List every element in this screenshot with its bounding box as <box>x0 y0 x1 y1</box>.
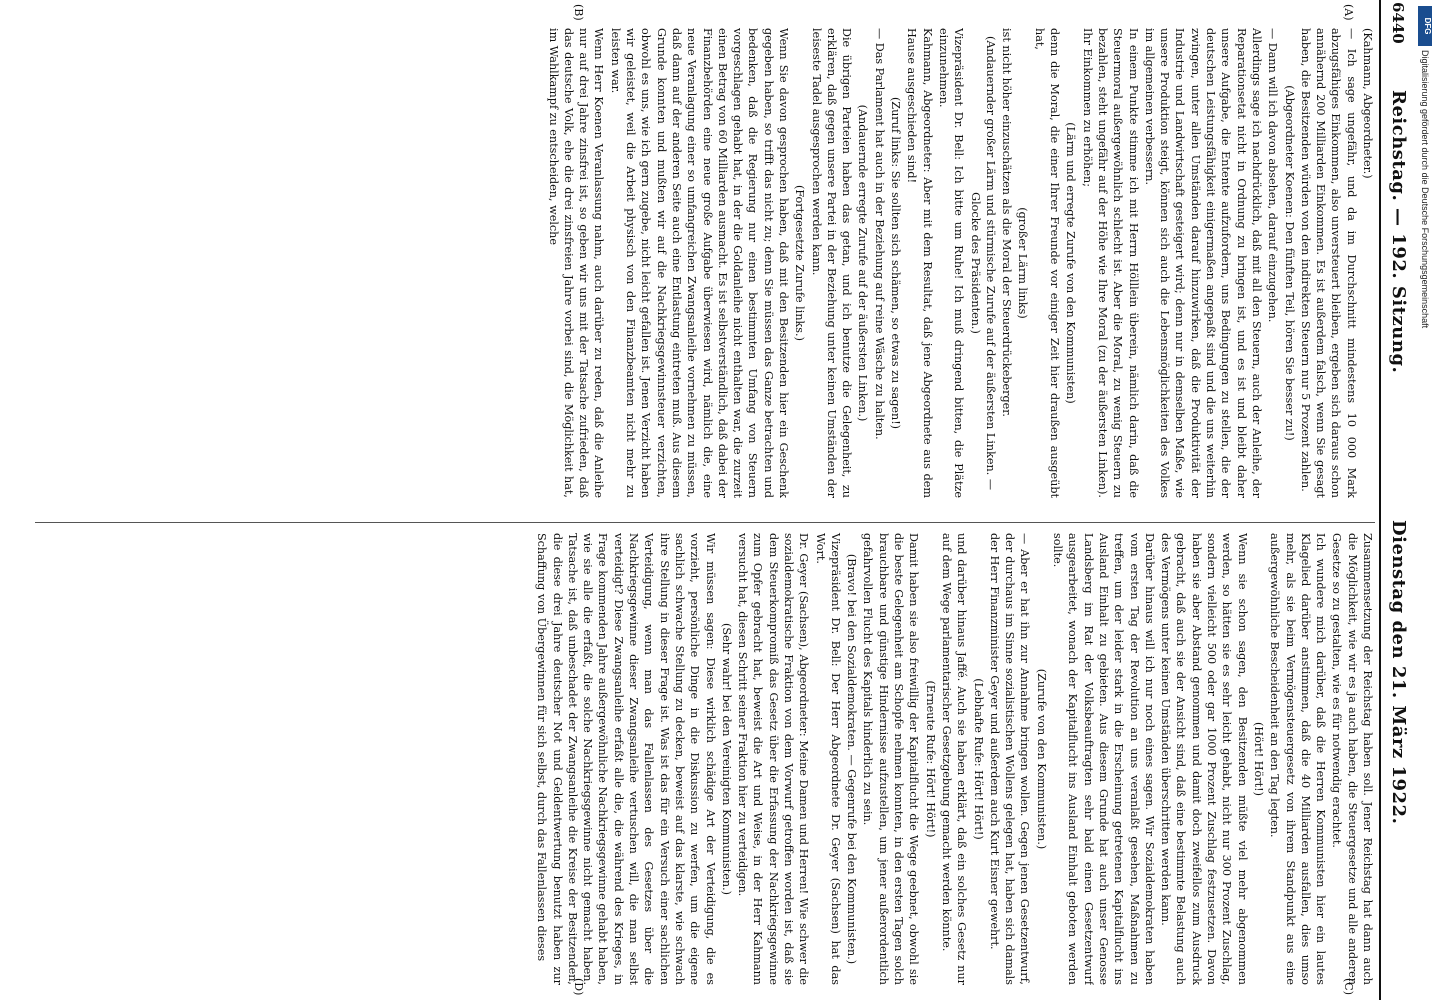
interjection: (Andauernde erregte Zurufe auf der äußersten Linken.) <box>856 104 870 422</box>
interjection: (Erneute Rufe: Hört! Hört!) <box>923 680 937 838</box>
paragraph: — Das Parlament hat auch in der Beziehung auf reine Wäsche zu halten. <box>872 28 886 440</box>
interjection: (Lärm und erregte Zurufe von den Kommunisten) <box>1064 122 1078 404</box>
text-column-right <box>35 522 1375 985</box>
page-number: 6440 <box>1389 2 1407 44</box>
paragraph: Damit haben sie also freiwillig der Kapitalflucht die Wege geebnet, obwohl sie die beste Gelegenheit am Schopfe nehmen konnten, in den ersten Tagen solch brauchbare und günstige Hindernisse aufzustellen, um jener außerordentlich gefahrvollen Flucht des Kapitals hinderlich zu sein. <box>861 533 921 985</box>
interjection: (Zuruf links: Sie sollten sich schämen, so etwas zu sagen!) <box>889 96 903 430</box>
paragraph: Allerdings sage ich nachdrücklich, daß mit all den Steuern, auch der Anleihe, der Reparationsetat nicht in Ordnung zu bringen ist, und es ist und bleibt daher unsere Aufgabe, die Entente aufzufordern, uns Bedingungen zu stellen, die der deutschen Leistungsfähigkeit einigermaßen angepaßt sind und die uns weiterhin zwingen, unter allen Umständen darauf hinzuwirken, daß die Produktivität der Industrie und Landwirtschaft gesteigert wird; denn nur in demselben Maße, wie unsere Produktion steigt, können sich auch die Lebensmöglichkeiten des Volkes im allgemeinen verbessern. <box>1142 28 1263 498</box>
paragraph: Wir müssen sagen: Diese wirklich schädige Art der Verteidigung, die es vorzieht, persönliche Dinge in die Diskussion zu werfen, um die eigene sachlich schwache Stellung zu decken, beweist auf das klarste, wie schwach ihre Stellung in dieser Frage ist. Was ist das für ein Versuch einer sachlichen Verteidigung, wenn man das Fallenlassen des Gesetzes über die Nachkriegsgewinne dieser Zwangsanleihe vertuschen will, die man selbst verteidigt? Diese Zwangsanleihe erfaßt alle die, die während des Krieges, in Frage kommenden Jahre außergewöhnliche Nachkriegsgewinne gehabt haben, wie sie alle die erfaßt, die solche Nachkriegsgewinne nicht gemacht haben. Tatsache ist, daß unbeschadet der Zwangsanleihe die Kreise der Besitzenden, die diese drei Jahre deutscher Not und Geldentwertung benutzt haben zur Schaffung von Übergewinnen für sich selbst, durch das Fallenlassen dieses <box>535 533 717 985</box>
paragraph: und darüber hinaus Jaffé. Auch sie haben erklärt, daß ein solches Gesetz nur auf dem Wege parlamentarischer Gesetzgebung gemacht werden könnte. <box>939 533 969 985</box>
paragraph: Kahmann, Abgeordneter: Aber mit dem Resultat, daß jene Abgeordnete aus dem Hause ausgeschieden sind! <box>905 28 934 498</box>
paragraph: denn die Moral, die einer Ihrer Freunde vor einiger Zeit hier draußen ausgeübt hat, <box>1032 28 1062 498</box>
paragraph: — Dann will ich davon absehen, darauf einzugehen. <box>1266 28 1280 323</box>
paragraph: Ich wundere mich darüber, daß die Herren Kommunisten hier ein lautes Klagelied darüber anstimmen, daß die 40 Milliarden ausfallen, dies umso mehr, als sie beim Vermögensteuergesetz von ihrem Standpunkt aus eine außergewöhnliche Bescheidenheit an den Tag legten. <box>1268 533 1328 985</box>
logo-text: DFG <box>1423 17 1432 35</box>
margin-mark-c: (C) <box>1342 978 1355 995</box>
paragraph: Vizepräsident Dr. Bell: Der Herr Abgeordnete Dr. Geyer (Sachsen) hat das Wort. <box>813 533 842 985</box>
paragraph: (Kahmann, Abgeordneter.) <box>1361 28 1374 179</box>
interjection: (Andauernder großer Lärm und stürmische Zurufe auf der äußersten Linken. — Glocke des Präsidenten.) <box>968 35 997 491</box>
paragraph: Zusammensetzung der Reichstag haben soll. Jener Reichstag hat dann auch die Möglichkeit, wie wir es ja auch haben, die Steuergesetze und alle anderen Gesetze so zu gestalten, wie es für notwendig erachtet. <box>1330 533 1374 985</box>
paragraph: Die übrigen Parteien haben das getan, und ich benutze die Gelegenheit, zu erklären, daß gegen unsere Partei in der Beziehung unter keinen Umständen der leiseste Tadel ausgesprochen werden kann. <box>809 28 854 498</box>
margin-mark-d: (D) <box>572 978 585 996</box>
paragraph: — Aber er hat ihn zur Annahme bringen wollen. Gegen jenen Gesetzentwurf, der durchaus im Sinne sozialistischen Wollens gelegen hat, haben sich damals der Herr Finanzminister Geyer und außerdem auch Kurt Eisner gewehrt. <box>987 533 1032 985</box>
rotated-page <box>17 0 1417 1000</box>
paragraph: Vizepräsident Dr. Bell: Ich bitte um Ruhe! Ich muß dringend bitten, die Plätze einzunehmen. <box>936 28 966 498</box>
paragraph: ist nicht höher einzuschätzen als die Moral der Steuerdrückeberger. <box>1000 28 1014 417</box>
header-title-right: Dienstag den 21. März 1922. <box>1388 520 1409 825</box>
digitization-credit <box>1418 50 1432 990</box>
paragraph: Darüber hinaus will ich nur noch eines sagen. Wir Sozialdemokraten haben vom ersten Tag der Revolution an uns veranlaßt gesehen, Maßnahmen zu treffen, um der leider stark in die Erscheinung getretenen Kapitalflucht ins Ausland Einhalt zu gebieten. Aus diesem Grunde hat auch unser Genosse Landsberg im Rat der Volksbeauftragten sehr bald einen Gesetzentwurf ausgearbeitet, wonach der Kapitalflucht ins Ausland Einhalt geboten werden sollte. <box>1051 533 1156 985</box>
paragraph: In einem Punkte stimme ich mit Herrn Hölllein überein, nämlich darin, daß die Steuermoral außergewöhnlich schlecht ist. Aber die Moral, zu wenig Steuern zu bezahlen, steht ungefähr auf der Höhe wie Ihre Moral (zu der äußersten Linken). Ihr Einkommen zu erhöhen; <box>1080 28 1140 498</box>
interjection: (Fortgesetzte Zurufe links.) <box>793 185 807 341</box>
margin-mark-b: (B) <box>572 4 585 21</box>
interjection: (Abgeordneter Koenen: Den fünften Teil, hören Sie besser zu!) <box>1282 85 1296 441</box>
interjection: (Zurufe von den Kommunisten.) <box>1034 668 1048 850</box>
interjection: (großer Lärm links) <box>1016 207 1030 319</box>
margin-mark-a: (A) <box>1342 4 1355 21</box>
paragraph: Wenn sie schon sagen, den Besitzenden müßte viel mehr abgenommen werden, so hätten sie es sehr leicht gehabt, nicht nur 300 Prozent Zuschlag, sondern vielleicht 500 oder gar 1000 Prozent Zuschlag festzusetzen. Davon haben sie aber Abstand genommen und damit doch zweifellos zum Ausdruck gebracht, daß auch sie der Ansicht sind, daß eine bestimmte Belastung auch des Vermögens unter keinen Umständen überschritten werden kann. <box>1159 533 1249 985</box>
interjection: (Bravo! bei den Sozialdemokraten. — Gegenrufe bei den Kommunisten.) <box>845 553 859 965</box>
dfg-logo-icon <box>1418 6 1432 46</box>
paragraph: Dr. Geyer (Sachsen), Abgeordneter: Meine Damen und Herren! Wie schwer die sozialdemokratische Fraktion von dem Vorwurf getroffen worden ist, daß sie dem Steuerkompromiß das Gesetz über die Erfassung der Nachkriegsgewinne zum Opfer gebracht hat, beweist die Art und Weise, in der Herr Kahmann versucht hat, diesen Schritt seiner Fraktion hier zu verteidigen. <box>736 533 811 985</box>
credit-text: Digitalisierung gefördert durch die Deutsche Forschungsgemeinschaft <box>1420 50 1430 329</box>
interjection: (Hört! Hört!) <box>1251 722 1265 796</box>
header-title-left: Reichstag. — 192. Sitzung. <box>1388 90 1409 374</box>
interjection: (Sehr wahr! bei den Vereinigten Kommunisten.) <box>719 622 733 896</box>
interjection: (Lebhafte Rufe: Hört! Hört!) <box>971 678 985 840</box>
paragraph: — Ich sage ungefähr, und da im Durchschnitt mindestens 10 000 Mark abzugsfähiges Einkommen, also unversteuert bleiben, ergeben sich daraus schon annähernd 200 Milliarden Einkommen. Es ist außerdem falsch, wenn Sie gesagt haben, die Besitzenden würden von den indirekten Steuern nur 5 Prozent zahlen. <box>1298 28 1358 498</box>
page-header <box>1379 0 1417 1000</box>
text-column-left <box>35 28 1375 498</box>
paragraph: Wenn Sie davon gesprochen haben, daß mit den Besitzenden hier ein Geschenk gegeben haben, so trifft das nicht zu; denn Sie müssen das Ganze betrachten und bedenken, daß die Regierung nur einen bestimmten Umfang von Steuern vorgeschlagen gehabt hat, in der die Goldanleihe nicht enthalten war, die zurzeit einen Betrag von 60 Milliarden ausmacht. Es ist selbstverständlich, daß dabei der Finanzbehörden eine neue große Aufgabe überwiesen wird, nämlich die, eine neue Veranlagung einer so umfangreichen Zwangsanleihe vornehmen zu müssen, daß dann auf der anderen Seite auch eine Entlastung eintreten muß. Aus diesem Grunde konnten und mußten wir auf die Nachkriegsgewinnsteuer verzichten, obwohl es uns, wie ich gern zugebe, nicht leicht gefallen ist. Jenen Verzicht haben wir geleistet, weil die Arbeit physisch von den Finanzbeamten nicht mehr zu leisten war. <box>608 28 791 498</box>
paragraph: Wenn Herr Koenen Veranlassung nahm, auch darüber zu reden, daß die Anleihe nur auf drei Jahre zinsfrei ist, so geben wir uns mit der Tatsache zufrieden, daß das deutsche Volk, ehe die drei zinsfreien Jahre vorbei sind, die Möglichkeit hat, im Wahlkampf zu entscheiden, welche <box>546 28 606 498</box>
